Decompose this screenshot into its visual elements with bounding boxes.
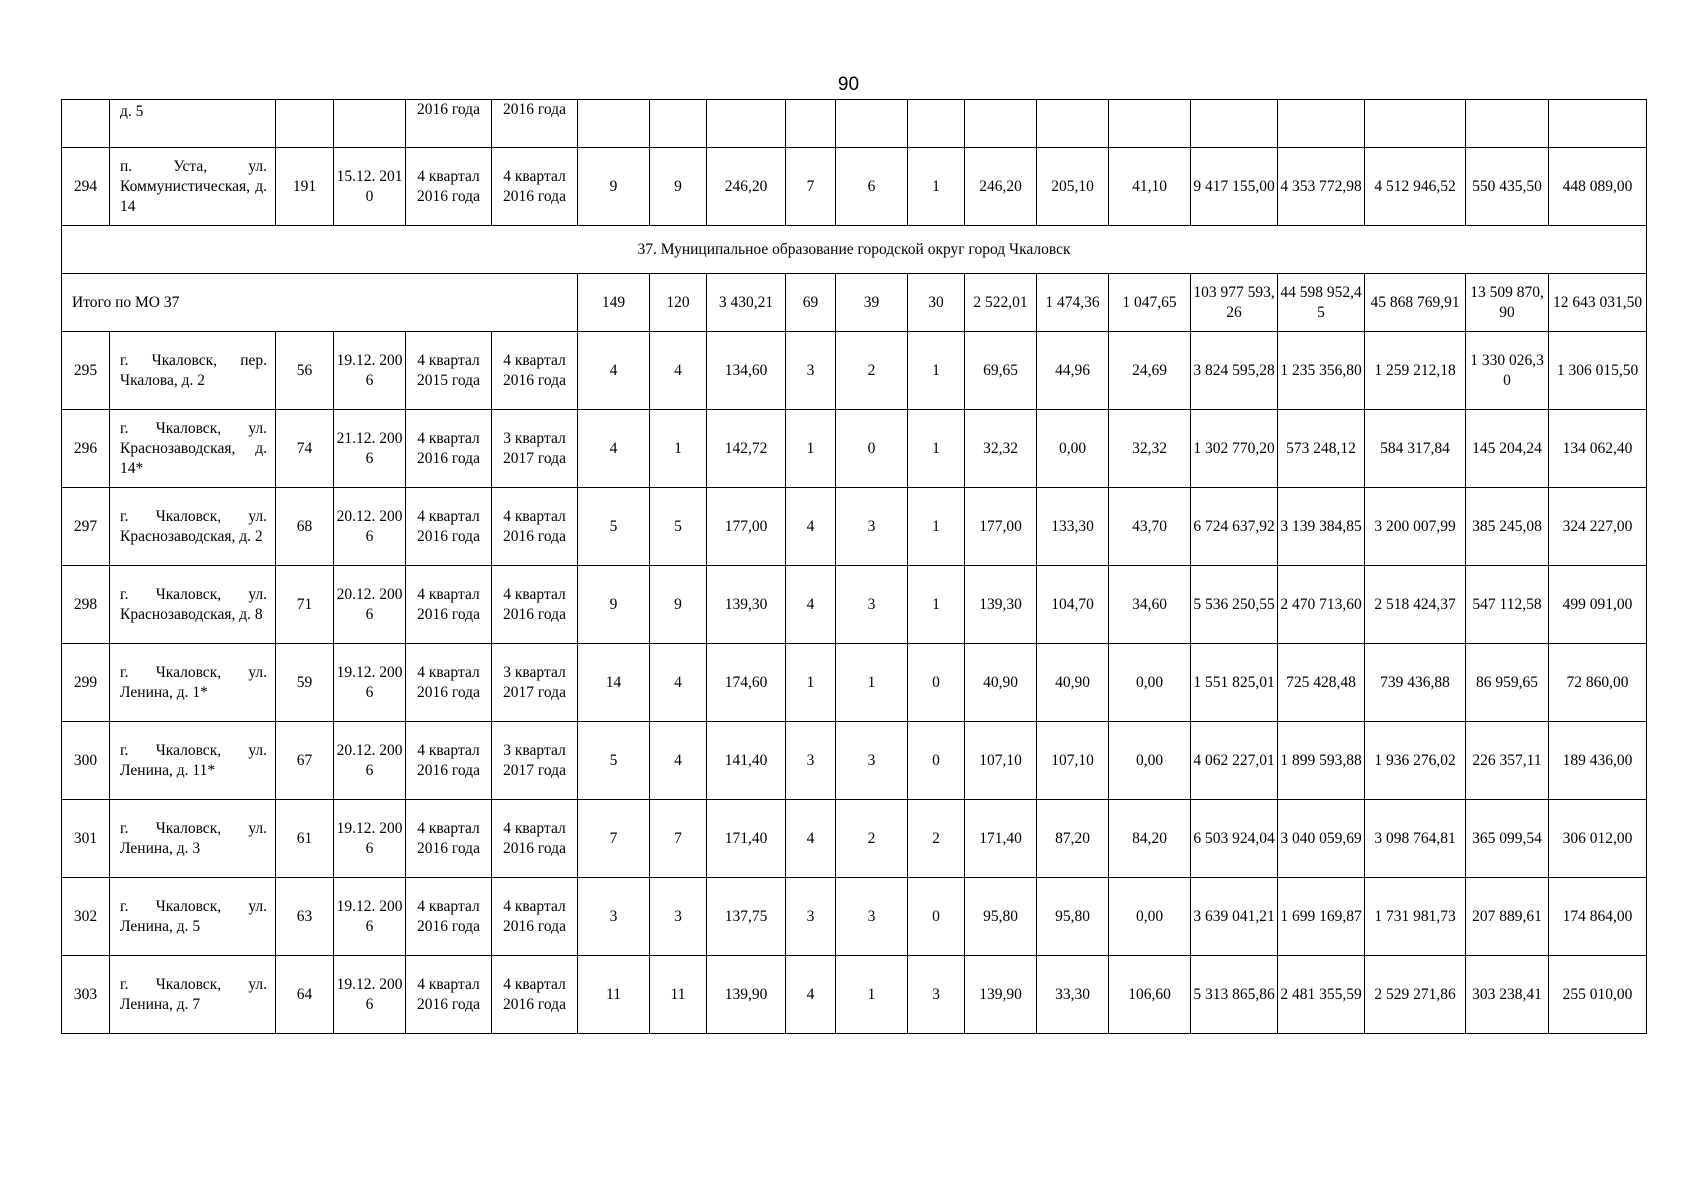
recognition-date: 19.12. 2006 <box>334 644 406 722</box>
value-cell-12: 2 529 271,86 <box>1365 956 1466 1034</box>
value-cell-1: 7 <box>578 800 650 878</box>
value-cell-11: 573 248,12 <box>1278 410 1365 488</box>
total-value-3: 3 430,21 <box>707 274 786 332</box>
value-cell-6: 1 <box>908 148 965 226</box>
value-cell-11: 725 428,48 <box>1278 644 1365 722</box>
value-cell-14: 1 306 015,50 <box>1549 332 1647 410</box>
apartments-count: 56 <box>276 332 334 410</box>
value-cell-10: 5 536 250,55 <box>1191 566 1278 644</box>
value-cell-4: 3 <box>786 722 836 800</box>
relocation-start-quarter: 4 квартал 2016 года <box>406 800 492 878</box>
recognition-date: 19.12. 2006 <box>334 878 406 956</box>
recognition-date: 19.12. 2006 <box>334 332 406 410</box>
value-cell-12: 1 731 981,73 <box>1365 878 1466 956</box>
relocation-start-quarter: 4 квартал 2016 года <box>406 566 492 644</box>
value-cell-3: 171,40 <box>707 800 786 878</box>
total-value-6: 30 <box>908 274 965 332</box>
recognition-date: 15.12. 2010 <box>334 148 406 226</box>
value-cell-7: 139,30 <box>965 566 1037 644</box>
relocation-end-quarter: 2016 года <box>492 100 578 148</box>
value-cell-10: 1 302 770,20 <box>1191 410 1278 488</box>
value-cell-7: 107,10 <box>965 722 1037 800</box>
section-title: 37. Муниципальное образование городской округ город Чкаловск <box>62 226 1647 274</box>
recognition-date <box>334 100 406 148</box>
page-number: 90 <box>837 74 860 95</box>
value-cell-9: 43,70 <box>1109 488 1191 566</box>
value-cell-10: 3 824 595,28 <box>1191 332 1278 410</box>
value-cell-9: 32,32 <box>1109 410 1191 488</box>
house-address: г. Чкаловск, ул. Ленина, д. 1* <box>110 644 276 722</box>
value-cell-13: 207 889,61 <box>1466 878 1549 956</box>
value-cell-13: 226 357,11 <box>1466 722 1549 800</box>
value-cell-5: 6 <box>836 148 908 226</box>
value-cell-6: 0 <box>908 644 965 722</box>
value-cell-3: 139,30 <box>707 566 786 644</box>
recognition-date: 20.12. 2006 <box>334 566 406 644</box>
value-cell-9: 24,69 <box>1109 332 1191 410</box>
relocation-start-quarter: 4 квартал 2016 года <box>406 644 492 722</box>
value-cell-3: 142,72 <box>707 410 786 488</box>
value-cell-1: 3 <box>578 878 650 956</box>
row-number: 294 <box>62 148 110 226</box>
value-cell-4: 4 <box>786 800 836 878</box>
apartments-count: 61 <box>276 800 334 878</box>
value-cell-7: 177,00 <box>965 488 1037 566</box>
total-value-9: 1 047,65 <box>1109 274 1191 332</box>
value-cell-9: 0,00 <box>1109 644 1191 722</box>
value-cell-12: 739 436,88 <box>1365 644 1466 722</box>
value-cell-1: 9 <box>578 148 650 226</box>
row-number: 300 <box>62 722 110 800</box>
relocation-start-quarter: 2016 года <box>406 100 492 148</box>
relocation-start-quarter: 4 квартал 2016 года <box>406 722 492 800</box>
table-row <box>62 332 1647 410</box>
value-cell-3 <box>707 100 786 148</box>
value-cell-1: 9 <box>578 566 650 644</box>
value-cell-3: 134,60 <box>707 332 786 410</box>
value-cell-7: 69,65 <box>965 332 1037 410</box>
row-number: 302 <box>62 878 110 956</box>
table-row <box>62 410 1647 488</box>
value-cell-14: 499 091,00 <box>1549 566 1647 644</box>
value-cell-3: 246,20 <box>707 148 786 226</box>
table-row <box>62 878 1647 956</box>
value-cell-6: 1 <box>908 410 965 488</box>
value-cell-5: 3 <box>836 488 908 566</box>
value-cell-1: 4 <box>578 410 650 488</box>
apartments-count: 68 <box>276 488 334 566</box>
value-cell-1: 14 <box>578 644 650 722</box>
value-cell-4 <box>786 100 836 148</box>
value-cell-14: 306 012,00 <box>1549 800 1647 878</box>
recognition-date: 20.12. 2006 <box>334 722 406 800</box>
value-cell-7: 32,32 <box>965 410 1037 488</box>
apartments-count: 59 <box>276 644 334 722</box>
relocation-end-quarter: 3 квартал 2017 года <box>492 410 578 488</box>
value-cell-5: 2 <box>836 800 908 878</box>
value-cell-8: 107,10 <box>1037 722 1109 800</box>
value-cell-9: 84,20 <box>1109 800 1191 878</box>
table-row <box>62 100 1647 148</box>
total-value-7: 2 522,01 <box>965 274 1037 332</box>
value-cell-13: 550 435,50 <box>1466 148 1549 226</box>
value-cell-2: 3 <box>650 878 707 956</box>
value-cell-14: 134 062,40 <box>1549 410 1647 488</box>
value-cell-13: 385 245,08 <box>1466 488 1549 566</box>
value-cell-6: 0 <box>908 878 965 956</box>
value-cell-4: 3 <box>786 878 836 956</box>
table-row <box>62 488 1647 566</box>
house-address: г. Чкаловск, ул. Краснозаводская, д. 8 <box>110 566 276 644</box>
value-cell-5: 3 <box>836 566 908 644</box>
row-number <box>62 100 110 148</box>
apartments-count: 67 <box>276 722 334 800</box>
relocation-end-quarter: 4 квартал 2016 года <box>492 956 578 1034</box>
apartments-count: 191 <box>276 148 334 226</box>
value-cell-10 <box>1191 100 1278 148</box>
value-cell-8: 44,96 <box>1037 332 1109 410</box>
value-cell-11: 3 040 059,69 <box>1278 800 1365 878</box>
value-cell-13: 86 959,65 <box>1466 644 1549 722</box>
relocation-end-quarter: 4 квартал 2016 года <box>492 566 578 644</box>
value-cell-11: 1 235 356,80 <box>1278 332 1365 410</box>
table-row <box>62 148 1647 226</box>
total-value-14: 12 643 031,50 <box>1549 274 1647 332</box>
value-cell-13: 547 112,58 <box>1466 566 1549 644</box>
value-cell-13: 303 238,41 <box>1466 956 1549 1034</box>
value-cell-7: 40,90 <box>965 644 1037 722</box>
value-cell-2: 4 <box>650 722 707 800</box>
house-address: п. Уста, ул. Коммунистическая, д. 14 <box>110 148 276 226</box>
value-cell-8: 205,10 <box>1037 148 1109 226</box>
recognition-date: 20.12. 2006 <box>334 488 406 566</box>
value-cell-14: 448 089,00 <box>1549 148 1647 226</box>
apartments-count: 71 <box>276 566 334 644</box>
value-cell-4: 4 <box>786 566 836 644</box>
value-cell-10: 1 551 825,01 <box>1191 644 1278 722</box>
value-cell-8: 104,70 <box>1037 566 1109 644</box>
row-number: 301 <box>62 800 110 878</box>
house-address: д. 5 <box>110 100 276 148</box>
value-cell-10: 5 313 865,86 <box>1191 956 1278 1034</box>
house-address: г. Чкаловск, ул. Ленина, д. 11* <box>110 722 276 800</box>
value-cell-4: 4 <box>786 488 836 566</box>
value-cell-12 <box>1365 100 1466 148</box>
value-cell-5: 3 <box>836 722 908 800</box>
relocation-end-quarter: 3 квартал 2017 года <box>492 722 578 800</box>
value-cell-4: 1 <box>786 410 836 488</box>
value-cell-13: 145 204,24 <box>1466 410 1549 488</box>
relocation-start-quarter: 4 квартал 2016 года <box>406 956 492 1034</box>
value-cell-7 <box>965 100 1037 148</box>
relocation-end-quarter: 4 квартал 2016 года <box>492 488 578 566</box>
value-cell-14: 324 227,00 <box>1549 488 1647 566</box>
value-cell-6: 1 <box>908 488 965 566</box>
value-cell-2: 5 <box>650 488 707 566</box>
value-cell-13: 365 099,54 <box>1466 800 1549 878</box>
value-cell-14: 72 860,00 <box>1549 644 1647 722</box>
table-row <box>62 644 1647 722</box>
value-cell-5: 1 <box>836 644 908 722</box>
value-cell-9: 41,10 <box>1109 148 1191 226</box>
relocation-start-quarter: 4 квартал 2016 года <box>406 410 492 488</box>
value-cell-8 <box>1037 100 1109 148</box>
value-cell-9: 106,60 <box>1109 956 1191 1034</box>
house-address: г. Чкаловск, ул. Ленина, д. 5 <box>110 878 276 956</box>
relocation-start-quarter: 4 квартал 2016 года <box>406 878 492 956</box>
value-cell-9: 0,00 <box>1109 722 1191 800</box>
value-cell-7: 95,80 <box>965 878 1037 956</box>
apartments-count: 64 <box>276 956 334 1034</box>
row-number: 296 <box>62 410 110 488</box>
value-cell-2: 7 <box>650 800 707 878</box>
value-cell-13: 1 330 026,30 <box>1466 332 1549 410</box>
value-cell-12: 584 317,84 <box>1365 410 1466 488</box>
value-cell-2: 4 <box>650 644 707 722</box>
value-cell-9 <box>1109 100 1191 148</box>
value-cell-6: 0 <box>908 722 965 800</box>
relocation-start-quarter: 4 квартал 2016 года <box>406 488 492 566</box>
value-cell-6: 2 <box>908 800 965 878</box>
value-cell-2: 1 <box>650 410 707 488</box>
value-cell-2 <box>650 100 707 148</box>
value-cell-3: 137,75 <box>707 878 786 956</box>
value-cell-2: 11 <box>650 956 707 1034</box>
value-cell-11: 2 470 713,60 <box>1278 566 1365 644</box>
apartments-count: 63 <box>276 878 334 956</box>
value-cell-10: 4 062 227,01 <box>1191 722 1278 800</box>
value-cell-2: 9 <box>650 148 707 226</box>
row-number: 295 <box>62 332 110 410</box>
relocation-end-quarter: 3 квартал 2017 года <box>492 644 578 722</box>
value-cell-3: 174,60 <box>707 644 786 722</box>
relocation-end-quarter: 4 квартал 2016 года <box>492 878 578 956</box>
value-cell-10: 9 417 155,00 <box>1191 148 1278 226</box>
value-cell-7: 246,20 <box>965 148 1037 226</box>
value-cell-8: 33,30 <box>1037 956 1109 1034</box>
value-cell-1 <box>578 100 650 148</box>
table-row <box>62 800 1647 878</box>
apartments-count: 74 <box>276 410 334 488</box>
section-row <box>62 226 1647 274</box>
recognition-date: 21.12. 2006 <box>334 410 406 488</box>
value-cell-11: 3 139 384,85 <box>1278 488 1365 566</box>
value-cell-13 <box>1466 100 1549 148</box>
row-number: 298 <box>62 566 110 644</box>
value-cell-3: 177,00 <box>707 488 786 566</box>
value-cell-8: 87,20 <box>1037 800 1109 878</box>
relocation-end-quarter: 4 квартал 2016 года <box>492 148 578 226</box>
value-cell-12: 2 518 424,37 <box>1365 566 1466 644</box>
value-cell-5: 1 <box>836 956 908 1034</box>
value-cell-1: 4 <box>578 332 650 410</box>
value-cell-11: 4 353 772,98 <box>1278 148 1365 226</box>
value-cell-8: 0,00 <box>1037 410 1109 488</box>
house-address: г. Чкаловск, пер. Чкалова, д. 2 <box>110 332 276 410</box>
value-cell-14: 189 436,00 <box>1549 722 1647 800</box>
house-address: г. Чкаловск, ул. Краснозаводская, д. 14* <box>110 410 276 488</box>
value-cell-5: 2 <box>836 332 908 410</box>
value-cell-11: 1 699 169,87 <box>1278 878 1365 956</box>
house-address: г. Чкаловск, ул. Ленина, д. 3 <box>110 800 276 878</box>
value-cell-5: 0 <box>836 410 908 488</box>
value-cell-4: 3 <box>786 332 836 410</box>
recognition-date: 19.12. 2006 <box>334 800 406 878</box>
value-cell-6: 1 <box>908 332 965 410</box>
value-cell-8: 133,30 <box>1037 488 1109 566</box>
value-cell-10: 3 639 041,21 <box>1191 878 1278 956</box>
value-cell-1: 11 <box>578 956 650 1034</box>
value-cell-9: 0,00 <box>1109 878 1191 956</box>
total-row <box>62 274 1647 332</box>
total-value-8: 1 474,36 <box>1037 274 1109 332</box>
relocation-end-quarter: 4 квартал 2016 года <box>492 332 578 410</box>
value-cell-7: 171,40 <box>965 800 1037 878</box>
value-cell-11: 1 899 593,88 <box>1278 722 1365 800</box>
value-cell-4: 4 <box>786 956 836 1034</box>
relocation-end-quarter: 4 квартал 2016 года <box>492 800 578 878</box>
value-cell-11: 2 481 355,59 <box>1278 956 1365 1034</box>
total-value-12: 45 868 769,91 <box>1365 274 1466 332</box>
row-number: 303 <box>62 956 110 1034</box>
value-cell-12: 1 259 212,18 <box>1365 332 1466 410</box>
row-number: 297 <box>62 488 110 566</box>
house-address: г. Чкаловск, ул. Краснозаводская, д. 2 <box>110 488 276 566</box>
value-cell-11 <box>1278 100 1365 148</box>
value-cell-12: 3 098 764,81 <box>1365 800 1466 878</box>
total-value-10: 103 977 593,26 <box>1191 274 1278 332</box>
recognition-date: 19.12. 2006 <box>334 956 406 1034</box>
value-cell-6 <box>908 100 965 148</box>
house-address: г. Чкаловск, ул. Ленина, д. 7 <box>110 956 276 1034</box>
value-cell-3: 141,40 <box>707 722 786 800</box>
table-row <box>62 956 1647 1034</box>
relocation-start-quarter: 4 квартал 2016 года <box>406 148 492 226</box>
total-label: Итого по МО 37 <box>62 274 578 332</box>
table-row <box>62 722 1647 800</box>
total-value-5: 39 <box>836 274 908 332</box>
value-cell-12: 4 512 946,52 <box>1365 148 1466 226</box>
value-cell-1: 5 <box>578 722 650 800</box>
apartments-count <box>276 100 334 148</box>
value-cell-12: 3 200 007,99 <box>1365 488 1466 566</box>
value-cell-7: 139,90 <box>965 956 1037 1034</box>
value-cell-12: 1 936 276,02 <box>1365 722 1466 800</box>
value-cell-9: 34,60 <box>1109 566 1191 644</box>
total-value-11: 44 598 952,45 <box>1278 274 1365 332</box>
value-cell-14: 174 864,00 <box>1549 878 1647 956</box>
value-cell-6: 3 <box>908 956 965 1034</box>
value-cell-4: 7 <box>786 148 836 226</box>
relocation-start-quarter: 4 квартал 2015 года <box>406 332 492 410</box>
total-value-4: 69 <box>786 274 836 332</box>
value-cell-8: 40,90 <box>1037 644 1109 722</box>
value-cell-14 <box>1549 100 1647 148</box>
value-cell-4: 1 <box>786 644 836 722</box>
value-cell-6: 1 <box>908 566 965 644</box>
value-cell-5 <box>836 100 908 148</box>
housing-program-table <box>61 99 1647 1034</box>
value-cell-8: 95,80 <box>1037 878 1109 956</box>
value-cell-14: 255 010,00 <box>1549 956 1647 1034</box>
total-value-13: 13 509 870,90 <box>1466 274 1549 332</box>
value-cell-2: 4 <box>650 332 707 410</box>
value-cell-10: 6 724 637,92 <box>1191 488 1278 566</box>
value-cell-10: 6 503 924,04 <box>1191 800 1278 878</box>
value-cell-3: 139,90 <box>707 956 786 1034</box>
total-value-1: 149 <box>578 274 650 332</box>
table-row <box>62 566 1647 644</box>
value-cell-1: 5 <box>578 488 650 566</box>
value-cell-2: 9 <box>650 566 707 644</box>
total-value-2: 120 <box>650 274 707 332</box>
row-number: 299 <box>62 644 110 722</box>
value-cell-5: 3 <box>836 878 908 956</box>
